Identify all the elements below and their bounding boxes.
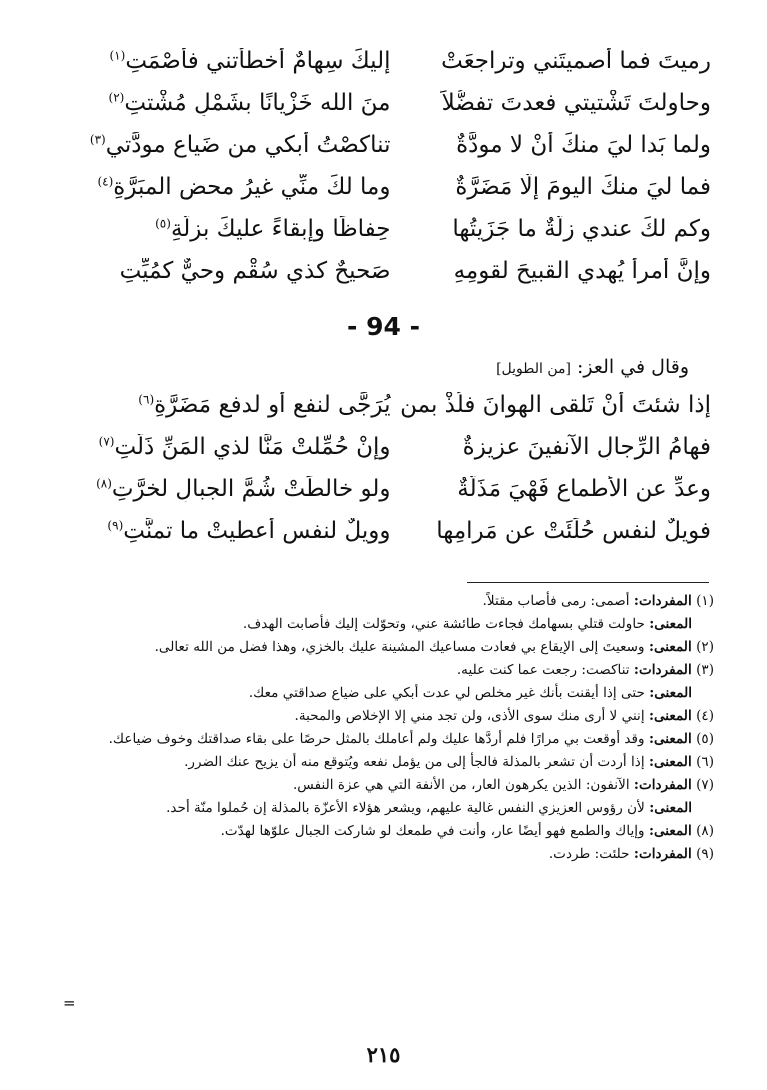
footnote-entry xyxy=(54,751,714,774)
hemistich-text: منَ الله خَزْيانًا بشَمْلٍ مُشْتتِ xyxy=(124,90,391,116)
footnote-entry xyxy=(54,590,714,613)
footnote-text: أصمى: رمى فأصاب مقتلاً. xyxy=(482,593,630,609)
second-hemistich xyxy=(78,258,399,284)
second-hemistich xyxy=(78,48,399,74)
footnote-ref: (١) xyxy=(109,48,126,63)
hemistich-text: إليكَ سِهامٌ أخطأتني فأصْمَتِ xyxy=(125,48,391,74)
footnote-entry xyxy=(54,797,714,820)
footnote-ref: (٨) xyxy=(96,476,112,491)
footnote-text: حاولت قتلي بسهامك فجاءت طائشة عني، وتحوّلت إليك فأصابت الهدف. xyxy=(242,616,645,632)
footnote-number: (٣) xyxy=(696,662,714,678)
poem-intro xyxy=(496,356,689,378)
verse-line xyxy=(78,468,711,510)
footnote-number: (٥) xyxy=(696,731,714,747)
footnote-text: إنني لا أرى منك سوى الأذى، ولن تجد مني إلا الإخلاص والمحبة. xyxy=(294,708,645,724)
footnote-text: وإياك والطمع فهو أيضًا عار، وأنت في طمعك لو شاركت الجبال علوّها لهدّت. xyxy=(220,823,645,839)
footnotes xyxy=(54,590,714,866)
hemistich-text: وإنْ حُمِّلتْ مَنًّا لذي المَنِّ ذَلَّتِ xyxy=(114,434,391,460)
footnote-text: لأن رؤوس العزيزي النفس غالية عليهم، ويشعر هؤلاء الأعزّة بالمذلة إن حُملوا منّة أحد. xyxy=(166,800,645,816)
poem-2 xyxy=(78,384,711,552)
footnote-entry xyxy=(54,682,714,705)
intro-text: وقال في العز: xyxy=(577,356,689,378)
footnote-label: المفردات: xyxy=(633,846,692,862)
first-hemistich: رميتَ فما أصميتَني وتراجعَتْ xyxy=(441,48,711,74)
footnote-number: (٧) xyxy=(696,777,714,793)
footnote-number: (٦) xyxy=(696,754,714,770)
verse-line xyxy=(78,208,711,250)
footnote-ref: (٧) xyxy=(98,434,115,449)
footnote-number: (٨) xyxy=(696,823,714,839)
second-hemistich xyxy=(78,434,399,460)
hemistich-text: وما لكَ منِّي غيرُ محضِ المبَرَّةِ xyxy=(113,174,391,200)
second-hemistich xyxy=(78,392,399,418)
footnote-number: (٩) xyxy=(696,846,714,862)
footnote-entry xyxy=(54,774,714,797)
hemistich-text: ولو خالطَتْ شُمَّ الجبالِ لخرَّتِ xyxy=(111,476,391,502)
second-hemistich xyxy=(78,518,399,544)
verse-line xyxy=(78,40,711,82)
first-hemistich: وإنَّ أمرأً يُهدي القبيحَ لقومِهِ xyxy=(453,258,711,284)
first-hemistich: وعدِّ عنِ الأطماعِ فَهْيَ مَذَلَّةٌ xyxy=(457,476,711,502)
footnote-number: (١) xyxy=(696,593,714,609)
footnote-entry xyxy=(54,705,714,728)
section-number: - 94 - xyxy=(347,312,420,341)
first-hemistich: فهامُ الرِّجالِ الآنفينَ عزيزةٌ xyxy=(462,434,711,460)
footnote-label: المعنى: xyxy=(648,731,692,747)
footnote-entry xyxy=(54,636,714,659)
continuation-mark: = xyxy=(63,994,76,1012)
footnote-label: المفردات: xyxy=(633,593,692,609)
footnote-ref: (٣) xyxy=(89,132,106,147)
verse-line xyxy=(78,510,711,552)
first-hemistich: فما ليَ منكَ اليومَ إلَّا مَضَرَّةٌ xyxy=(455,174,711,200)
footnote-entry xyxy=(54,728,714,751)
footnote-entry xyxy=(54,659,714,682)
footnote-text: تناكصت: رجعت عما كنت عليه. xyxy=(456,662,630,678)
verse-line xyxy=(78,426,711,468)
hemistich-text: حِفاظًا وإبقاءً عليكَ بزلَّةِ xyxy=(170,216,391,242)
footnote-text: حلئت: طردت. xyxy=(548,846,630,862)
footnote-label: المفردات: xyxy=(633,662,692,678)
footnote-ref: (٥) xyxy=(155,216,171,231)
second-hemistich xyxy=(78,132,399,158)
second-hemistich xyxy=(78,90,399,116)
footnote-label: المعنى: xyxy=(648,639,692,655)
footnote-divider xyxy=(467,582,709,583)
footnote-text: إذا أردت أن تشعر بالمذلة فالجأ إلى من يؤمل نفعه ويُتوقع منه أن يزيح عنك الضرر. xyxy=(184,754,645,770)
first-hemistich: فويلٌ لنفسٍ حُلِّئَتْ عن مَرامِها xyxy=(436,518,711,544)
footnote-label: المعنى: xyxy=(648,823,692,839)
first-hemistich: إذا شئتَ أنْ تَلقى الهوانَ فلُذْ بمن xyxy=(400,392,711,418)
footnote-number: (٢) xyxy=(696,639,714,655)
footnote-label: المعنى: xyxy=(649,685,692,701)
footnote-entry xyxy=(54,843,714,866)
footnote-label: المعنى: xyxy=(649,800,692,816)
hemistich-text: يُرَجَّى لنفعٍ أو لدفعِ مَضَرَّةِ xyxy=(154,392,391,418)
meter-label: [من الطويل] xyxy=(496,361,571,377)
hemistich-text: تناكصْتُ أبكي من ضَياعِ مودَّتي xyxy=(105,132,391,158)
footnote-text: حتى إذا أيقنت بأنك غير مخلص لي عدت أبكي على ضياع صداقتي معك. xyxy=(248,685,645,701)
footnote-entry xyxy=(54,613,714,636)
hemistich-text: وويلٌ لنفسٍ أُعطيتْ ما تمنَّتِ xyxy=(123,518,391,544)
footnote-ref: (٦) xyxy=(138,392,155,407)
second-hemistich xyxy=(78,476,399,502)
footnote-label: المعنى: xyxy=(648,708,692,724)
footnote-ref: (٩) xyxy=(107,518,124,533)
first-hemistich: وكم لكَ عندي زلَّةٌ ما جَزَيتُها xyxy=(452,216,711,242)
first-hemistich: ولما بَدا ليَ منكَ أنْ لا مودَّةٌ xyxy=(456,132,711,158)
footnote-label: المعنى: xyxy=(649,616,692,632)
footnote-ref: (٤) xyxy=(97,174,114,189)
first-hemistich: وحاولتَ تَشْتيتي فعدتَ تفضُّلاً xyxy=(441,90,711,116)
footnote-label: المعنى: xyxy=(648,754,692,770)
second-hemistich xyxy=(78,174,399,200)
footnote-label: المفردات: xyxy=(633,777,692,793)
footnote-text: وسعيتَ إلى الإيقاع بي فعادت مساعيك المشينة عليك بالخزي، وهذا فضل من الله تعالى. xyxy=(154,639,645,655)
page-number: ٢١٥ xyxy=(366,1042,401,1067)
verse-line xyxy=(78,384,711,426)
second-hemistich xyxy=(78,216,399,242)
verse-line xyxy=(78,82,711,124)
poem-1 xyxy=(78,40,711,292)
verse-line xyxy=(78,250,711,292)
verse-line xyxy=(78,124,711,166)
footnote-number: (٤) xyxy=(696,708,714,724)
footnote-ref: (٢) xyxy=(108,90,125,105)
hemistich-text: صَحيحٌ كذي سُقْمٍ وحيٌّ كمُيِّتِ xyxy=(119,258,391,284)
footnote-entry xyxy=(54,820,714,843)
footnote-text: الآنفون: الذين يكرهون العار، من الأنفة التي هي عزة النفس. xyxy=(292,777,630,793)
verse-line xyxy=(78,166,711,208)
footnote-text: وقد أوقعت بي مرارًا فلم أردَّها عليك ولم أعاملك بالمثل حرصًا على بقاء صداقتك وخوف ضياعك. xyxy=(108,731,645,747)
